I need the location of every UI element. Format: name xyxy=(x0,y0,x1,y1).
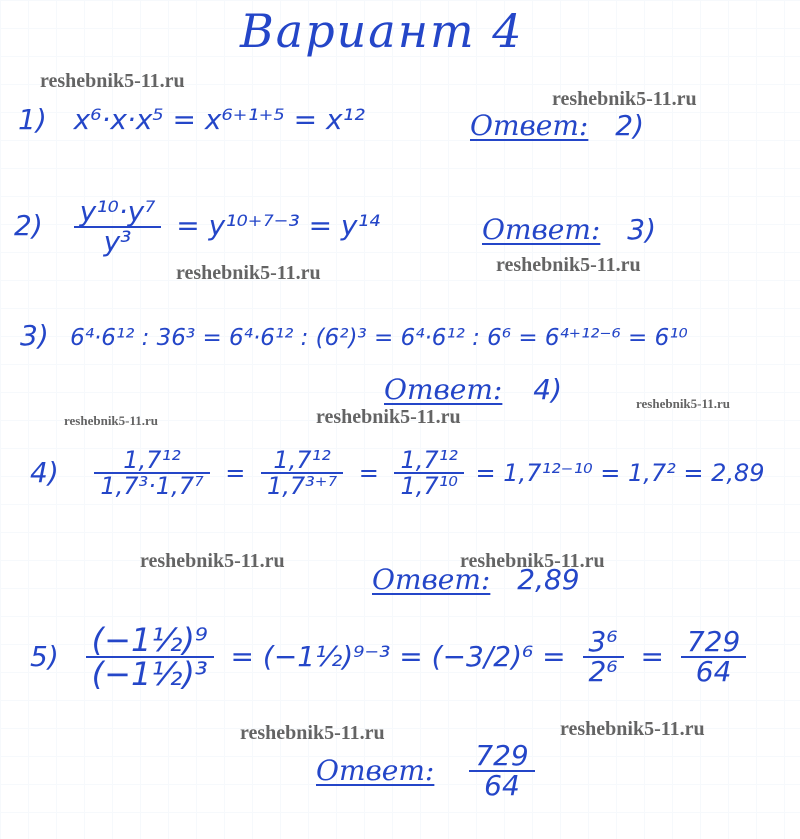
fraction xyxy=(86,621,214,693)
numerator: y¹⁰·y⁷ xyxy=(74,198,162,228)
denominator: 1,7³⁺⁷ xyxy=(267,472,338,500)
denominator: y³ xyxy=(103,225,132,258)
numerator: (−1½)⁹ xyxy=(86,624,214,658)
denominator: 2⁶ xyxy=(588,655,618,688)
fraction xyxy=(74,195,162,258)
watermark: reshebnik5-11.ru xyxy=(460,550,605,572)
fraction xyxy=(261,448,343,498)
answer-label: Ответ: xyxy=(470,109,589,142)
numerator: 729 xyxy=(469,742,534,772)
fraction xyxy=(94,448,209,498)
watermark: reshebnik5-11.ru xyxy=(496,254,641,276)
watermark: reshebnik5-11.ru xyxy=(316,406,461,428)
watermark: reshebnik5-11.ru xyxy=(176,262,321,284)
problem-number: 2) xyxy=(14,209,43,242)
problem-1 xyxy=(18,103,365,136)
numerator: 729 xyxy=(681,628,746,658)
answer-label: Ответ: xyxy=(372,563,491,596)
fraction xyxy=(394,448,463,498)
problem-expression: 6⁴·6¹² : 36³ = 6⁴·6¹² : (6²)³ = 6⁴·6¹² : 6⁶ = 6⁴⁺¹²⁻⁶ = 6¹⁰ xyxy=(70,325,688,351)
denominator: 64 xyxy=(484,769,520,802)
answer-4 xyxy=(372,563,580,596)
numerator: 1,7¹² xyxy=(261,448,343,474)
problem-expression: x⁶·x·x⁵ = x⁶⁺¹⁺⁵ = x¹² xyxy=(73,103,365,136)
answer-2 xyxy=(482,213,657,246)
problem-2 xyxy=(14,195,380,258)
problem-number: 5) xyxy=(30,640,59,673)
answer-value: 4) xyxy=(533,373,563,406)
problem-number: 1) xyxy=(18,103,47,136)
answer-label: Ответ: xyxy=(482,213,601,246)
answer-value: 3) xyxy=(627,213,657,246)
answer-5 xyxy=(316,739,535,802)
denominator: 1,7³·1,7⁷ xyxy=(100,472,204,500)
answer-3 xyxy=(384,373,563,406)
problem-result: = y¹⁰⁺⁷⁻³ = y¹⁴ xyxy=(176,209,380,242)
numerator: 3⁶ xyxy=(583,628,624,658)
answer-label: Ответ: xyxy=(384,373,503,406)
watermark: reshebnik5-11.ru xyxy=(240,722,385,744)
fraction xyxy=(583,625,624,688)
denominator: 64 xyxy=(695,655,732,688)
watermark: reshebnik5-11.ru xyxy=(636,396,731,411)
equals-sign: = xyxy=(640,640,664,673)
answer-1 xyxy=(470,109,645,142)
problem-5 xyxy=(30,621,746,693)
problem-number: 4) xyxy=(30,456,59,489)
answer-value: 2,89 xyxy=(517,563,580,596)
problem-number: 3) xyxy=(20,319,49,352)
problem-3 xyxy=(20,319,688,352)
numerator: 1,7¹² xyxy=(394,448,463,474)
answer-label: Ответ: xyxy=(316,754,435,787)
answer-value: 2) xyxy=(615,109,645,142)
equals-sign: = xyxy=(225,459,246,487)
denominator: (−1½)³ xyxy=(91,655,208,693)
numerator: 1,7¹² xyxy=(94,448,209,474)
watermark: reshebnik5-11.ru xyxy=(40,70,185,92)
denominator: 1,7¹⁰ xyxy=(400,472,458,500)
watermark: reshebnik5-11.ru xyxy=(140,550,285,572)
watermark: reshebnik5-11.ru xyxy=(64,413,159,428)
watermark: reshebnik5-11.ru xyxy=(560,718,705,740)
answer-fraction xyxy=(469,739,534,802)
problem-middle: = (−1½)⁹⁻³ = (−3/2)⁶ = xyxy=(230,640,566,673)
fraction xyxy=(681,625,746,688)
equals-sign: = xyxy=(358,459,379,487)
page-title: Вариант 4 xyxy=(240,4,524,58)
problem-result: = 1,7¹²⁻¹⁰ = 1,7² = 2,89 xyxy=(475,459,765,487)
problem-4 xyxy=(30,448,765,498)
watermark: reshebnik5-11.ru xyxy=(552,88,697,110)
